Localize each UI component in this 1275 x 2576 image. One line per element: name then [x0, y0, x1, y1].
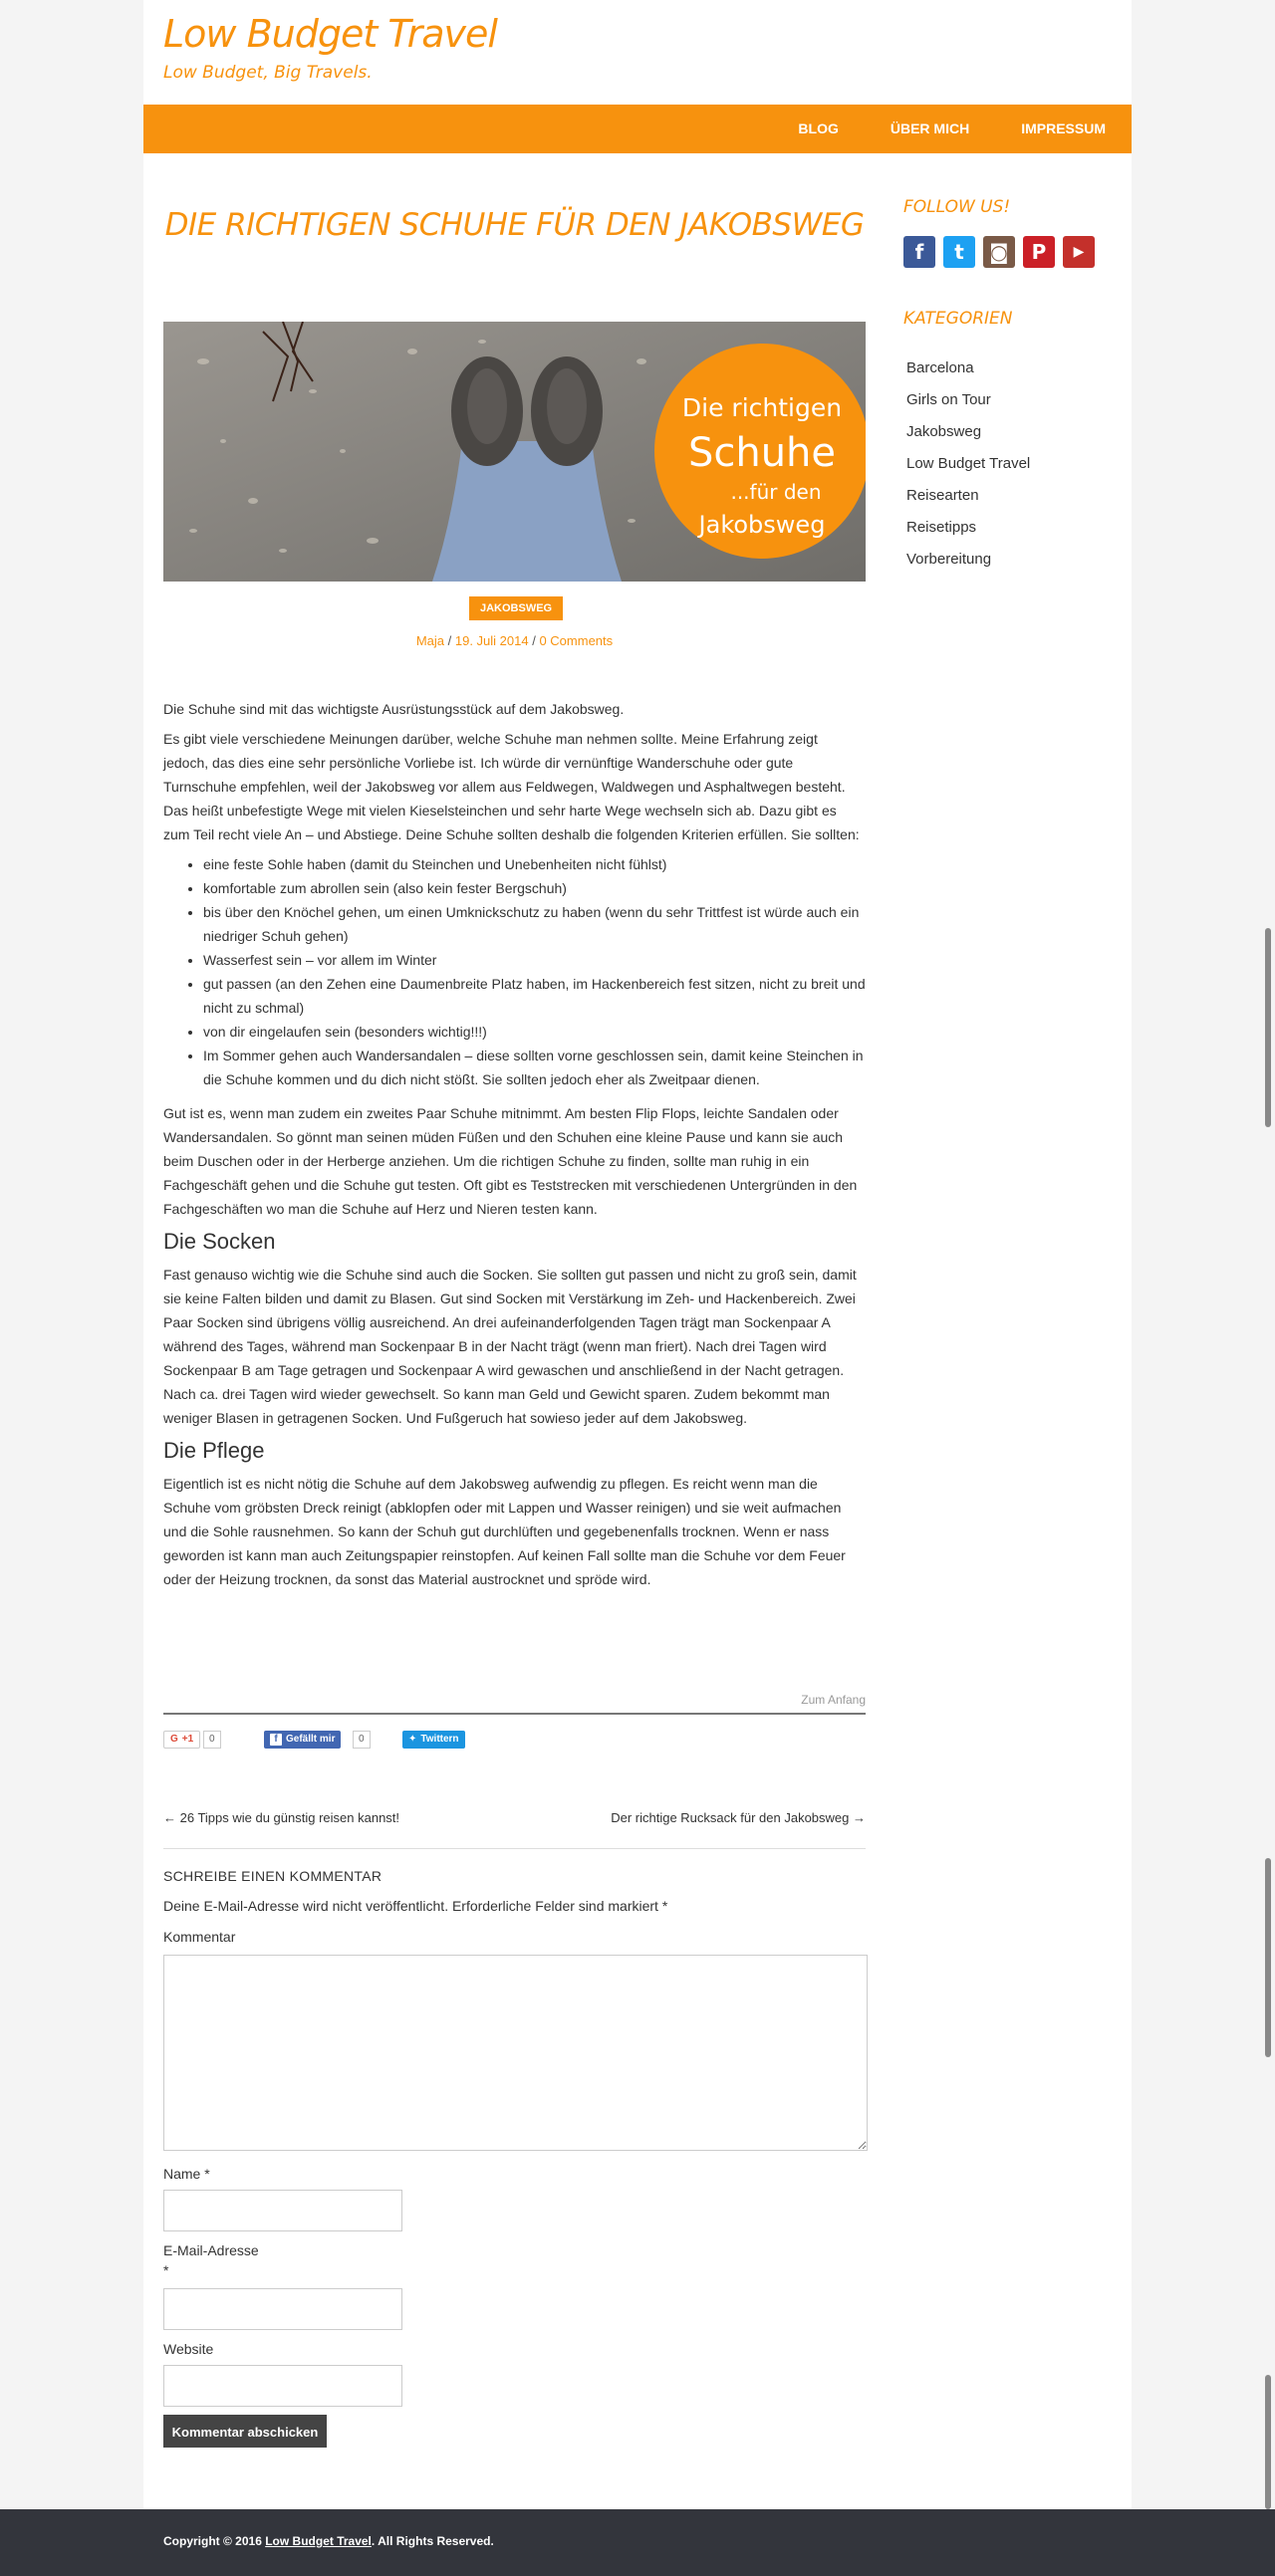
email-label: E-Mail-Adresse — [163, 2242, 259, 2258]
site-title[interactable]: Low Budget Travel — [163, 12, 497, 56]
gplus-label: +1 — [181, 1734, 194, 1745]
site-tagline: Low Budget, Big Travels. — [163, 63, 373, 83]
hero-text-line2: Schuhe — [687, 430, 837, 476]
nav-impressum[interactable]: IMPRESSUM — [1021, 120, 1106, 136]
post-content — [163, 697, 866, 1597]
twitter-icon[interactable]: t — [943, 236, 975, 268]
list-item: • gut passen (an den Zehen eine Daumenbreite Platz haben, im Hackenbereich fest sitzen, nicht zu breit und nicht zu schmal) — [203, 972, 866, 1020]
footer-site-link[interactable]: Low Budget Travel — [265, 2534, 372, 2548]
post-title: DIE RICHTIGEN SCHUHE FÜR DEN JAKOBSWEG — [164, 207, 865, 243]
heading-pflege: Die Pflege — [163, 1438, 265, 1463]
meta-separator: / — [528, 633, 540, 648]
paragraph: Fast genauso wichtig wie die Schuhe sind auch die Socken. Sie sollten gut passen und nicht zu groß sein, damit sie keine Falten bilden und damit zu Blasen. Gut sind Socken mit Verstärkung im Zeh- und Hackenbereich. Zwei Paar Socken sind übrigens völlig ausreichend. An drei aufeinanderfolgenden Tagen trägt man Sockenpaar A während des Tages, während man Sockenpaar B in der Nacht trägt (wenn man friert). Nach drei Tagen wird Sockenpaar B am Tage getragen und Sockenpaar A wird gewaschen und anschließend in der Nacht getragen. Nach ca. drei Tagen wird wieder gewechselt. So kann man Geld und Gewicht sparen. Zudem bekommt man weniger Blasen in getragenen Socken. Und Fußgeruch hat sowieso jeder auf dem Jakobsweg. — [163, 1267, 857, 1426]
main-navigation — [143, 105, 1132, 153]
facebook-like-button[interactable] — [264, 1731, 341, 1749]
social-icons — [903, 236, 1095, 268]
comment-form-heading: SCHREIBE EINEN KOMMENTAR — [163, 1868, 382, 1884]
meta-separator: / — [444, 633, 455, 648]
category-link-low-budget-travel[interactable]: Low Budget Travel — [906, 455, 1031, 472]
previous-post-link[interactable]: ← 26 Tipps wie du günstig reisen kannst! — [163, 1810, 400, 1825]
paragraph: Es gibt viele verschiedene Meinungen darüber, welche Schuhe man nehmen sollte. Meine Erfahrung zeigt jedoch, das dies eine sehr persönliche Vorliebe ist. Ich würde dir vernünftige Wanderschuhe oder gute Turnschuhe empfehlen, weil der Jakobsweg vor allem aus Feldwegen, Waldwegen und Asphaltwegen besteht. Das heißt unbefestigte Wege mit vielen Kieselsteinchen und sehr harte Wege wechseln sich ab. Dazu gibt es zum Teil recht viele An – und Abstiege. Deine Schuhe sollten deshalb die folgenden Kriterien erfüllen. Sie sollten: — [163, 731, 860, 842]
categories-heading: KATEGORIEN — [903, 309, 1013, 329]
comment-form-note: Deine E-Mail-Adresse wird nicht veröffentlicht. Erforderliche Felder sind markiert * — [163, 1898, 668, 1914]
divider — [163, 1848, 866, 1849]
author-link[interactable]: Maja — [415, 633, 445, 648]
heading-socken: Die Socken — [163, 1229, 276, 1254]
category-link-reisetipps[interactable]: Reisetipps — [906, 519, 977, 536]
list-item — [906, 480, 1030, 512]
copyright-prefix: Copyright © 2016 — [163, 2534, 266, 2548]
facebook-count: 0 — [353, 1731, 371, 1749]
list-item — [906, 512, 1030, 544]
gplus-button[interactable] — [163, 1731, 200, 1749]
comments-link[interactable]: 0 Comments — [539, 633, 614, 648]
list-item: • Im Sommer gehen auch Wandersandalen – diese sollten vorne geschlossen sein, damit keine Steinchen in die Schuhe kommen und du dich nicht stößt. Sie sollten jedoch eher als Zweitpaar dienen. — [203, 1044, 866, 1091]
name-label: Name * — [163, 2166, 210, 2182]
scrollbar-thumb[interactable] — [1265, 1858, 1271, 2057]
list-item: • bis über den Knöchel gehen, um einen Umknickschutz zu haben (wenn du sehr Trittfest ist würde auch ein niedriger Schuh gehen) — [203, 900, 866, 948]
instagram-icon[interactable]: ◙ — [983, 236, 1015, 268]
list-item — [906, 416, 1030, 448]
nav-ueber-mich[interactable]: ÜBER MICH — [890, 120, 970, 136]
scrollbar-thumb[interactable] — [1265, 928, 1271, 1127]
email-required-mark: * — [163, 2262, 169, 2278]
next-post-link[interactable]: Der richtige Rucksack für den Jakobsweg → — [611, 1810, 866, 1825]
category-link-jakobsweg[interactable]: Jakobsweg — [906, 423, 982, 440]
name-input[interactable] — [163, 2190, 402, 2231]
gplus-count: 0 — [203, 1731, 221, 1749]
comment-label: Kommentar — [163, 1929, 236, 1945]
category-link-vorbereitung[interactable]: Vorbereitung — [906, 551, 992, 568]
category-list — [906, 352, 1030, 576]
email-input[interactable] — [163, 2288, 402, 2330]
twitter-icon: ✦ — [408, 1734, 417, 1745]
hero-text-line4: Jakobsweg — [698, 511, 826, 539]
criteria-list — [163, 852, 866, 1091]
list-item: • komfortable zum abrollen sein (also kein fester Bergschuh) — [203, 876, 866, 900]
category-link-barcelona[interactable]: Barcelona — [906, 359, 974, 376]
list-item — [906, 448, 1030, 480]
list-item: • von dir eingelaufen sein (besonders wichtig!!!) — [203, 1020, 866, 1044]
paragraph: Eigentlich ist es nicht nötig die Schuhe auf dem Jakobsweg aufwendig zu pflegen. Es reicht wenn man die Schuhe vom gröbsten Dreck reinigt (abklopfen oder mit Lappen und Wasser reinigen) und sie weit aufmachen und die Sohle rausnehmen. So kann der Schuh gut durchlüften und gegebenenfalls trocknen. Wenn er nass geworden ist kann man auch Zeitungspapier reinstopfen. Auf keinen Fall sollte man die Schuhe vor dem Feuer oder der Heizung trocknen, da sonst das Material austrocknet und spröde wird. — [163, 1476, 846, 1587]
website-label: Website — [163, 2341, 214, 2357]
scrollbar-thumb[interactable] — [1265, 2375, 1271, 2509]
post-meta — [163, 633, 866, 648]
gplus-icon: G — [170, 1734, 178, 1745]
copyright — [163, 2534, 494, 2548]
list-item: • Wasserfest sein – vor allem im Winter — [203, 948, 866, 972]
page-container — [143, 0, 1132, 2509]
submit-comment-button[interactable]: Kommentar abschicken — [163, 2415, 327, 2448]
date-link[interactable]: 19. Juli 2014 — [454, 633, 529, 648]
hero-text-line3: ...für den — [730, 480, 822, 504]
youtube-icon[interactable]: ▶ — [1063, 236, 1095, 268]
hero-text-line1: Die richtigen — [681, 393, 843, 422]
category-badge[interactable]: JAKOBSWEG — [469, 596, 563, 620]
pinterest-icon[interactable]: P — [1023, 236, 1055, 268]
nav-blog[interactable]: BLOG — [798, 120, 839, 136]
comment-textarea[interactable] — [163, 1955, 868, 2151]
tweet-label: Twittern — [420, 1734, 459, 1745]
tweet-button[interactable] — [402, 1731, 465, 1749]
website-input[interactable] — [163, 2365, 402, 2407]
facebook-icon: f — [270, 1734, 282, 1746]
list-item — [906, 384, 1030, 416]
list-item — [906, 544, 1030, 576]
divider — [163, 1713, 866, 1715]
copyright-suffix: . All Rights Reserved. — [371, 2534, 494, 2548]
list-item — [906, 352, 1030, 384]
facebook-icon[interactable]: f — [903, 236, 935, 268]
category-link-reisearten[interactable]: Reisearten — [906, 487, 979, 504]
back-to-top-link[interactable]: Zum Anfang — [801, 1693, 866, 1707]
list-item: • eine feste Sohle haben (damit du Steinchen und Unebenheiten nicht fühlst) — [203, 852, 866, 876]
hero-image — [163, 322, 866, 582]
intro-paragraph: Die Schuhe sind mit das wichtigste Ausrüstungsstück auf dem Jakobsweg. — [163, 701, 625, 717]
facebook-like-label: Gefällt mir — [286, 1734, 336, 1745]
hero-illustration — [163, 322, 866, 582]
category-link-girls-on-tour[interactable]: Girls on Tour — [906, 391, 991, 408]
share-bar — [163, 1731, 866, 1753]
paragraph: Gut ist es, wenn man zudem ein zweites Paar Schuhe mitnimmt. Am besten Flip Flops, leichte Sandalen oder Wandersandalen. So gönnt man seinen müden Füßen und den Schuhen eine kleine Pause und kann sie auch beim Duschen oder in der Herberge anziehen. Um die richtigen Schuhe zu finden, sollte man ruhig in ein Fachgeschäft gehen und die Schuhe gut testen. Oft gibt es Teststrecken mit verschiedenen Untergründen in den Fachgeschäften wo man die Schuhe auf Herz und Nieren testen kann. — [163, 1105, 858, 1217]
follow-heading: FOLLOW US! — [903, 197, 1011, 217]
